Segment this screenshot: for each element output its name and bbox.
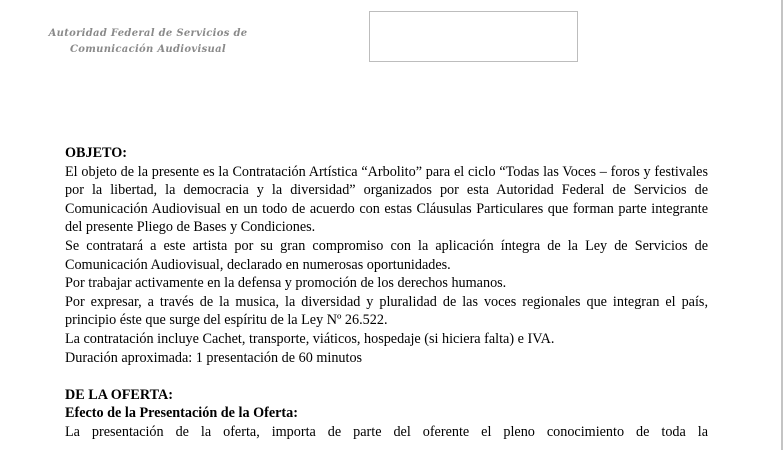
oferta-paragraph-1: La presentación de la oferta, importa de parte del oferente el pleno conocimiento de toda la (65, 423, 708, 440)
objeto-paragraph-5: La contratación incluye Cachet, transporte, viáticos, hospedaje (si hiciera falta) e IVA. (65, 330, 555, 347)
agency-logo-text (48, 26, 248, 58)
objeto-paragraph-1: El objeto de la presente es la Contratación Artística “Arbolito” para el ciclo “Todas las Voces – foros y festivales por la libertad, la democracia y la diversidad” organizados por esta Autoridad Federal de Servicios de Comunicación Audiovisual en un todo de acuerdo con estas Cláusulas Particulares que forman parte integrante del presente Pliego de Bases y Condiciones. (65, 163, 708, 236)
page-edge-border (781, 0, 783, 450)
objeto-paragraph-4: Por expresar, a través de la musica, la diversidad y pluralidad de las voces regionales que integran el país, principio éste que surge del espíritu de la Ley Nº 26.522. (65, 293, 708, 329)
section-heading-objeto: OBJETO: (65, 145, 128, 161)
header-placeholder-box (369, 11, 578, 62)
paragraph-spacer (65, 367, 708, 386)
objeto-paragraph-6: Duración aproximada: 1 presentación de 60 minutos (65, 349, 363, 366)
logo-line-1: Autoridad Federal de Servicios de (48, 28, 248, 39)
logo-line-2: Comunicación Audiovisual (70, 44, 226, 55)
subheading-efecto-presentacion: Efecto de la Presentación de la Oferta: (65, 405, 298, 422)
document-body (65, 144, 708, 442)
objeto-paragraph-3: Por trabajar activamente en la defensa y promoción de los derechos humanos. (65, 275, 507, 292)
section-heading-oferta: DE LA OFERTA: (65, 386, 174, 403)
objeto-paragraph-2: Se contratará a este artista por su gran compromiso con la aplicación íntegra de la Ley de Servicios de Comunicación Audiovisual, declarado en numerosas oportunidades. (65, 237, 708, 273)
